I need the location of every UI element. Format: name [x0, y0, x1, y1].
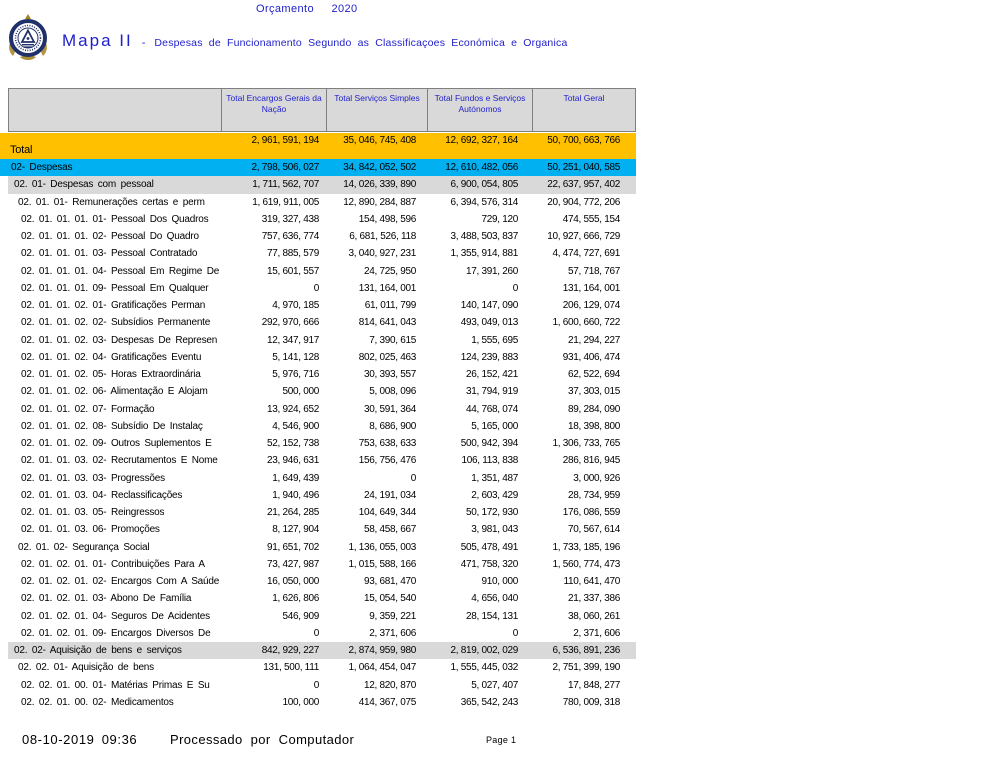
- table-row: [8, 383, 636, 400]
- row-label: 02. 01. 02. 01. 01- Contribuições Para A: [21, 558, 205, 570]
- table-row: [8, 228, 636, 245]
- table-row: [8, 608, 636, 625]
- row-value: 34, 842, 052, 502: [343, 162, 416, 174]
- row-value: 1, 619, 911, 005: [252, 196, 319, 208]
- row-value: 6, 681, 526, 118: [349, 231, 416, 243]
- budget-table: [8, 88, 636, 711]
- table-row: [8, 677, 636, 694]
- footer-processed-by: Processado por Computador: [170, 732, 355, 747]
- row-value: 1, 711, 562, 707: [252, 179, 319, 191]
- row-value: 24, 191, 034: [363, 489, 416, 501]
- row-value: 1, 136, 055, 003: [348, 541, 416, 553]
- row-label: 02. 01. 01. 01. 09- Pessoal Em Qualquer: [21, 282, 209, 294]
- row-value: 50, 700, 663, 766: [547, 135, 620, 146]
- row-value: 10, 927, 666, 729: [547, 231, 620, 243]
- row-value: 140, 147, 090: [460, 300, 518, 312]
- row-value: 729, 120: [481, 213, 518, 225]
- table-row: [8, 642, 636, 659]
- row-value: 0: [313, 627, 319, 639]
- table-row: [8, 452, 636, 469]
- row-value: 3, 488, 503, 837: [450, 231, 518, 243]
- row-value: 100, 000: [282, 696, 319, 708]
- row-value: 6, 900, 054, 805: [450, 179, 518, 191]
- row-label: 02. 01. 01- Remunerações certas e perm: [18, 196, 205, 208]
- row-label: Total: [10, 144, 33, 156]
- table-row: [8, 470, 636, 487]
- title-separator: -: [141, 37, 146, 49]
- row-value: 131, 164, 001: [358, 282, 416, 294]
- table-row: [0, 159, 636, 176]
- row-value: 8, 127, 904: [272, 524, 319, 536]
- row-value: 26, 152, 421: [465, 369, 518, 381]
- footer-page-number: Page 1: [486, 735, 517, 745]
- row-value: 5, 165, 000: [471, 420, 518, 432]
- row-label: 02. 01. 01. 02. 07- Formação: [21, 403, 155, 415]
- map-subtitle: Despesas de Funcionamento Segundo as Classificaçoes Económica e Organica: [154, 37, 568, 49]
- row-value: 91, 651, 702: [266, 541, 319, 553]
- table-header-row: [8, 88, 636, 132]
- row-value: 30, 591, 364: [363, 403, 416, 415]
- row-value: 286, 816, 945: [562, 455, 620, 467]
- row-value: 12, 820, 870: [363, 679, 416, 691]
- row-value: 35, 046, 745, 408: [343, 135, 416, 146]
- row-value: 206, 129, 074: [562, 300, 620, 312]
- row-value: 106, 113, 838: [461, 455, 518, 467]
- row-label: 02. 01. 01. 02. 06- Alimentação E Alojam: [21, 386, 208, 398]
- row-value: 2, 371, 606: [573, 627, 620, 639]
- row-value: 22, 637, 957, 402: [547, 179, 620, 191]
- row-value: 2, 819, 002, 029: [450, 645, 518, 657]
- row-value: 104, 649, 344: [358, 507, 416, 519]
- row-value: 0: [512, 282, 518, 294]
- table-row: [8, 504, 636, 521]
- row-label: 02. 01. 01. 03. 05- Reingressos: [21, 507, 165, 519]
- row-value: 2, 874, 959, 980: [348, 645, 416, 657]
- table-row: [8, 539, 636, 556]
- row-value: 757, 636, 774: [261, 231, 319, 243]
- row-value: 6, 536, 891, 236: [552, 645, 620, 657]
- row-value: 70, 567, 614: [567, 524, 620, 536]
- row-value: 124, 239, 883: [460, 351, 518, 363]
- row-label: 02. 01. 02. 01. 09- Encargos Diversos De: [21, 627, 211, 639]
- row-value: 1, 555, 695: [471, 334, 518, 346]
- table-row: [8, 694, 636, 711]
- row-value: 14, 026, 339, 890: [343, 179, 416, 191]
- row-label: 02. 02- Aquisição de bens e serviços: [14, 645, 182, 657]
- row-label: 02. 01. 01. 02. 04- Gratificações Eventu: [21, 351, 202, 363]
- row-value: 319, 327, 438: [261, 213, 319, 225]
- row-label: 02. 01. 01. 02. 05- Horas Extraordinária: [21, 369, 201, 381]
- row-value: 131, 500, 111: [263, 662, 319, 674]
- table-row: [8, 556, 636, 573]
- row-value: 0: [410, 472, 416, 484]
- row-value: 1, 733, 185, 196: [552, 541, 620, 553]
- row-value: 176, 086, 559: [562, 507, 620, 519]
- row-label: 02. 01. 01. 02. 09- Outros Suplementos E: [21, 438, 212, 450]
- row-label: 02. 01. 01. 02. 08- Subsídio De Instalaç: [21, 420, 203, 432]
- table-row: [8, 297, 636, 314]
- table-row: [8, 418, 636, 435]
- table-row: [8, 659, 636, 676]
- row-value: 753, 638, 633: [358, 438, 416, 450]
- row-value: 414, 367, 075: [358, 696, 416, 708]
- row-value: 17, 391, 260: [465, 265, 518, 277]
- document-title: Orçamento 2020: [256, 3, 358, 15]
- row-value: 3, 981, 043: [471, 524, 518, 536]
- row-value: 780, 009, 318: [562, 696, 620, 708]
- row-value: 52, 152, 738: [266, 438, 319, 450]
- row-value: 5, 141, 128: [272, 351, 319, 363]
- row-label: 02- Despesas: [11, 162, 73, 174]
- row-value: 15, 054, 540: [363, 593, 416, 605]
- row-value: 474, 555, 154: [562, 213, 620, 225]
- row-value: 3, 000, 926: [573, 472, 620, 484]
- row-value: 365, 542, 243: [460, 696, 518, 708]
- row-value: 4, 474, 727, 691: [552, 248, 620, 260]
- row-value: 12, 347, 917: [266, 334, 319, 346]
- row-label: 02. 02. 01. 00. 01- Matérias Primas E Su: [21, 679, 210, 691]
- row-value: 0: [313, 282, 319, 294]
- row-value: 77, 885, 579: [266, 248, 319, 260]
- table-row: [8, 263, 636, 280]
- row-value: 6, 394, 576, 314: [450, 196, 518, 208]
- table-row: [8, 349, 636, 366]
- row-value: 37, 303, 015: [567, 386, 620, 398]
- row-value: 2, 603, 429: [471, 489, 518, 501]
- row-value: 0: [313, 679, 319, 691]
- row-value: 931, 406, 474: [562, 351, 620, 363]
- row-value: 57, 718, 767: [567, 265, 620, 277]
- row-label: 02. 02. 01. 00. 02- Medicamentos: [21, 696, 174, 708]
- row-value: 4, 656, 040: [471, 593, 518, 605]
- row-label: 02. 01- Despesas com pessoal: [14, 179, 154, 191]
- row-value: 1, 306, 733, 765: [552, 438, 620, 450]
- row-value: 1, 355, 914, 881: [450, 248, 518, 260]
- row-value: 1, 649, 439: [272, 472, 319, 484]
- row-value: 471, 758, 320: [460, 558, 518, 570]
- row-label: 02. 01. 02. 01. 02- Encargos Com A Saúde: [21, 576, 220, 588]
- table-row: [0, 133, 636, 159]
- row-value: 154, 498, 596: [358, 213, 416, 225]
- row-value: 1, 555, 445, 032: [450, 662, 518, 674]
- row-value: 1, 015, 588, 166: [348, 558, 416, 570]
- row-label: 02. 01. 01. 01. 02- Pessoal Do Quadro: [21, 231, 199, 243]
- table-row: [8, 211, 636, 228]
- row-label: 02. 02. 01- Aquisição de bens: [18, 662, 154, 674]
- row-label: 02. 01. 01. 02. 03- Despesas De Represen: [21, 334, 218, 346]
- row-value: 814, 641, 043: [358, 317, 416, 329]
- row-value: 5, 027, 407: [471, 679, 518, 691]
- cape-verde-emblem-icon: [6, 13, 50, 63]
- row-value: 505, 478, 491: [460, 541, 518, 553]
- row-value: 5, 976, 716: [272, 369, 319, 381]
- row-value: 493, 049, 013: [460, 317, 518, 329]
- column-header-total-geral: Total Geral: [532, 89, 635, 131]
- row-value: 12, 692, 327, 164: [445, 135, 518, 146]
- row-value: 2, 751, 399, 190: [552, 662, 620, 674]
- row-value: 61, 011, 799: [364, 300, 416, 312]
- column-header-classification: [9, 89, 221, 131]
- row-value: 4, 546, 900: [272, 420, 319, 432]
- row-value: 12, 610, 482, 056: [445, 162, 518, 174]
- row-value: 21, 264, 285: [266, 507, 319, 519]
- row-label: 02. 01. 01. 02. 01- Gratificações Perman: [21, 300, 206, 312]
- table-row: [8, 176, 636, 193]
- row-label: 02. 01. 01. 03. 06- Promoções: [21, 524, 160, 536]
- table-row: [8, 573, 636, 590]
- table-row: [8, 245, 636, 262]
- row-value: 21, 294, 227: [567, 334, 620, 346]
- table-row: [8, 590, 636, 607]
- row-label: 02. 01. 01. 01. 04- Pessoal Em Regime De: [21, 265, 220, 277]
- row-label: 02. 01. 01. 03. 03- Progressões: [21, 472, 165, 484]
- row-value: 12, 890, 284, 887: [343, 196, 416, 208]
- row-value: 4, 970, 185: [272, 300, 319, 312]
- row-value: 17, 848, 277: [567, 679, 620, 691]
- row-value: 842, 929, 227: [261, 645, 319, 657]
- row-value: 2, 798, 506, 027: [251, 162, 319, 174]
- row-value: 802, 025, 463: [358, 351, 416, 363]
- row-value: 24, 725, 950: [363, 265, 416, 277]
- map-name: Mapa II: [62, 31, 133, 50]
- row-value: 62, 522, 694: [567, 369, 620, 381]
- row-value: 38, 060, 261: [567, 610, 620, 622]
- row-value: 9, 359, 221: [369, 610, 416, 622]
- table-row: [8, 487, 636, 504]
- row-label: 02. 01. 01. 02. 02- Subsídios Permanente: [21, 317, 211, 329]
- column-header-encargos-gerais: Total Encargos Gerais da Nação: [221, 89, 326, 131]
- row-value: 2, 371, 606: [369, 627, 416, 639]
- row-value: 23, 946, 631: [266, 455, 319, 467]
- table-row: [8, 435, 636, 452]
- table-row: [8, 280, 636, 297]
- row-value: 7, 390, 615: [369, 334, 416, 346]
- row-value: 44, 768, 074: [465, 403, 518, 415]
- row-label: 02. 01. 01. 01. 03- Pessoal Contratado: [21, 248, 198, 260]
- row-value: 1, 626, 806: [272, 593, 319, 605]
- row-value: 2, 961, 591, 194: [251, 135, 319, 146]
- row-value: 1, 351, 487: [471, 472, 518, 484]
- table-body: [8, 133, 636, 711]
- row-value: 500, 000: [282, 386, 319, 398]
- row-label: 02. 01. 01. 03. 02- Recrutamentos E Nome: [21, 455, 218, 467]
- table-row: [8, 314, 636, 331]
- row-label: 02. 01. 01. 03. 04- Reclassificações: [21, 489, 183, 501]
- row-value: 15, 601, 557: [266, 265, 319, 277]
- row-value: 1, 600, 660, 722: [552, 317, 620, 329]
- row-value: 500, 942, 394: [460, 438, 518, 450]
- column-header-fundos-autonomos: Total Fundos e Serviços Autónomos: [427, 89, 532, 131]
- row-value: 292, 970, 666: [261, 317, 319, 329]
- row-value: 30, 393, 557: [363, 369, 416, 381]
- row-value: 1, 940, 496: [272, 489, 319, 501]
- table-row: [8, 366, 636, 383]
- table-row: [8, 332, 636, 349]
- row-value: 50, 172, 930: [465, 507, 518, 519]
- row-label: 02. 01. 02- Segurança Social: [18, 541, 150, 553]
- table-row: [8, 194, 636, 211]
- row-value: 58, 458, 667: [363, 524, 416, 536]
- row-label: 02. 01. 01. 01. 01- Pessoal Dos Quadros: [21, 213, 209, 225]
- row-label: 02. 01. 02. 01. 03- Abono De Família: [21, 593, 192, 605]
- table-row: [8, 521, 636, 538]
- row-value: 16, 050, 000: [266, 576, 319, 588]
- column-header-servicos-simples: Total Serviços Simples: [326, 89, 427, 131]
- row-value: 28, 734, 959: [567, 489, 620, 501]
- row-value: 110, 641, 470: [563, 576, 620, 588]
- row-value: 546, 909: [282, 610, 319, 622]
- row-label: 02. 01. 02. 01. 04- Seguros De Acidentes: [21, 610, 210, 622]
- row-value: 21, 337, 386: [567, 593, 620, 605]
- row-value: 73, 427, 987: [266, 558, 319, 570]
- row-value: 5, 008, 096: [369, 386, 416, 398]
- row-value: 3, 040, 927, 231: [348, 248, 416, 260]
- footer-datetime: 08-10-2019 09:36: [22, 732, 138, 747]
- row-value: 131, 164, 001: [562, 282, 620, 294]
- row-value: 89, 284, 090: [567, 403, 620, 415]
- row-value: 93, 681, 470: [363, 576, 416, 588]
- row-value: 28, 154, 131: [465, 610, 518, 622]
- table-row: [8, 625, 636, 642]
- row-value: 0: [512, 627, 518, 639]
- row-value: 13, 924, 652: [266, 403, 319, 415]
- row-value: 1, 560, 774, 473: [552, 558, 620, 570]
- row-value: 156, 756, 476: [358, 455, 416, 467]
- row-value: 20, 904, 772, 206: [547, 196, 620, 208]
- row-value: 18, 398, 800: [567, 420, 620, 432]
- row-value: 50, 251, 040, 585: [547, 162, 620, 174]
- row-value: 31, 794, 919: [465, 386, 518, 398]
- table-row: [8, 401, 636, 418]
- row-value: 1, 064, 454, 047: [348, 662, 416, 674]
- row-value: 910, 000: [481, 576, 518, 588]
- map-title-line: [62, 31, 567, 51]
- row-value: 8, 686, 900: [369, 420, 416, 432]
